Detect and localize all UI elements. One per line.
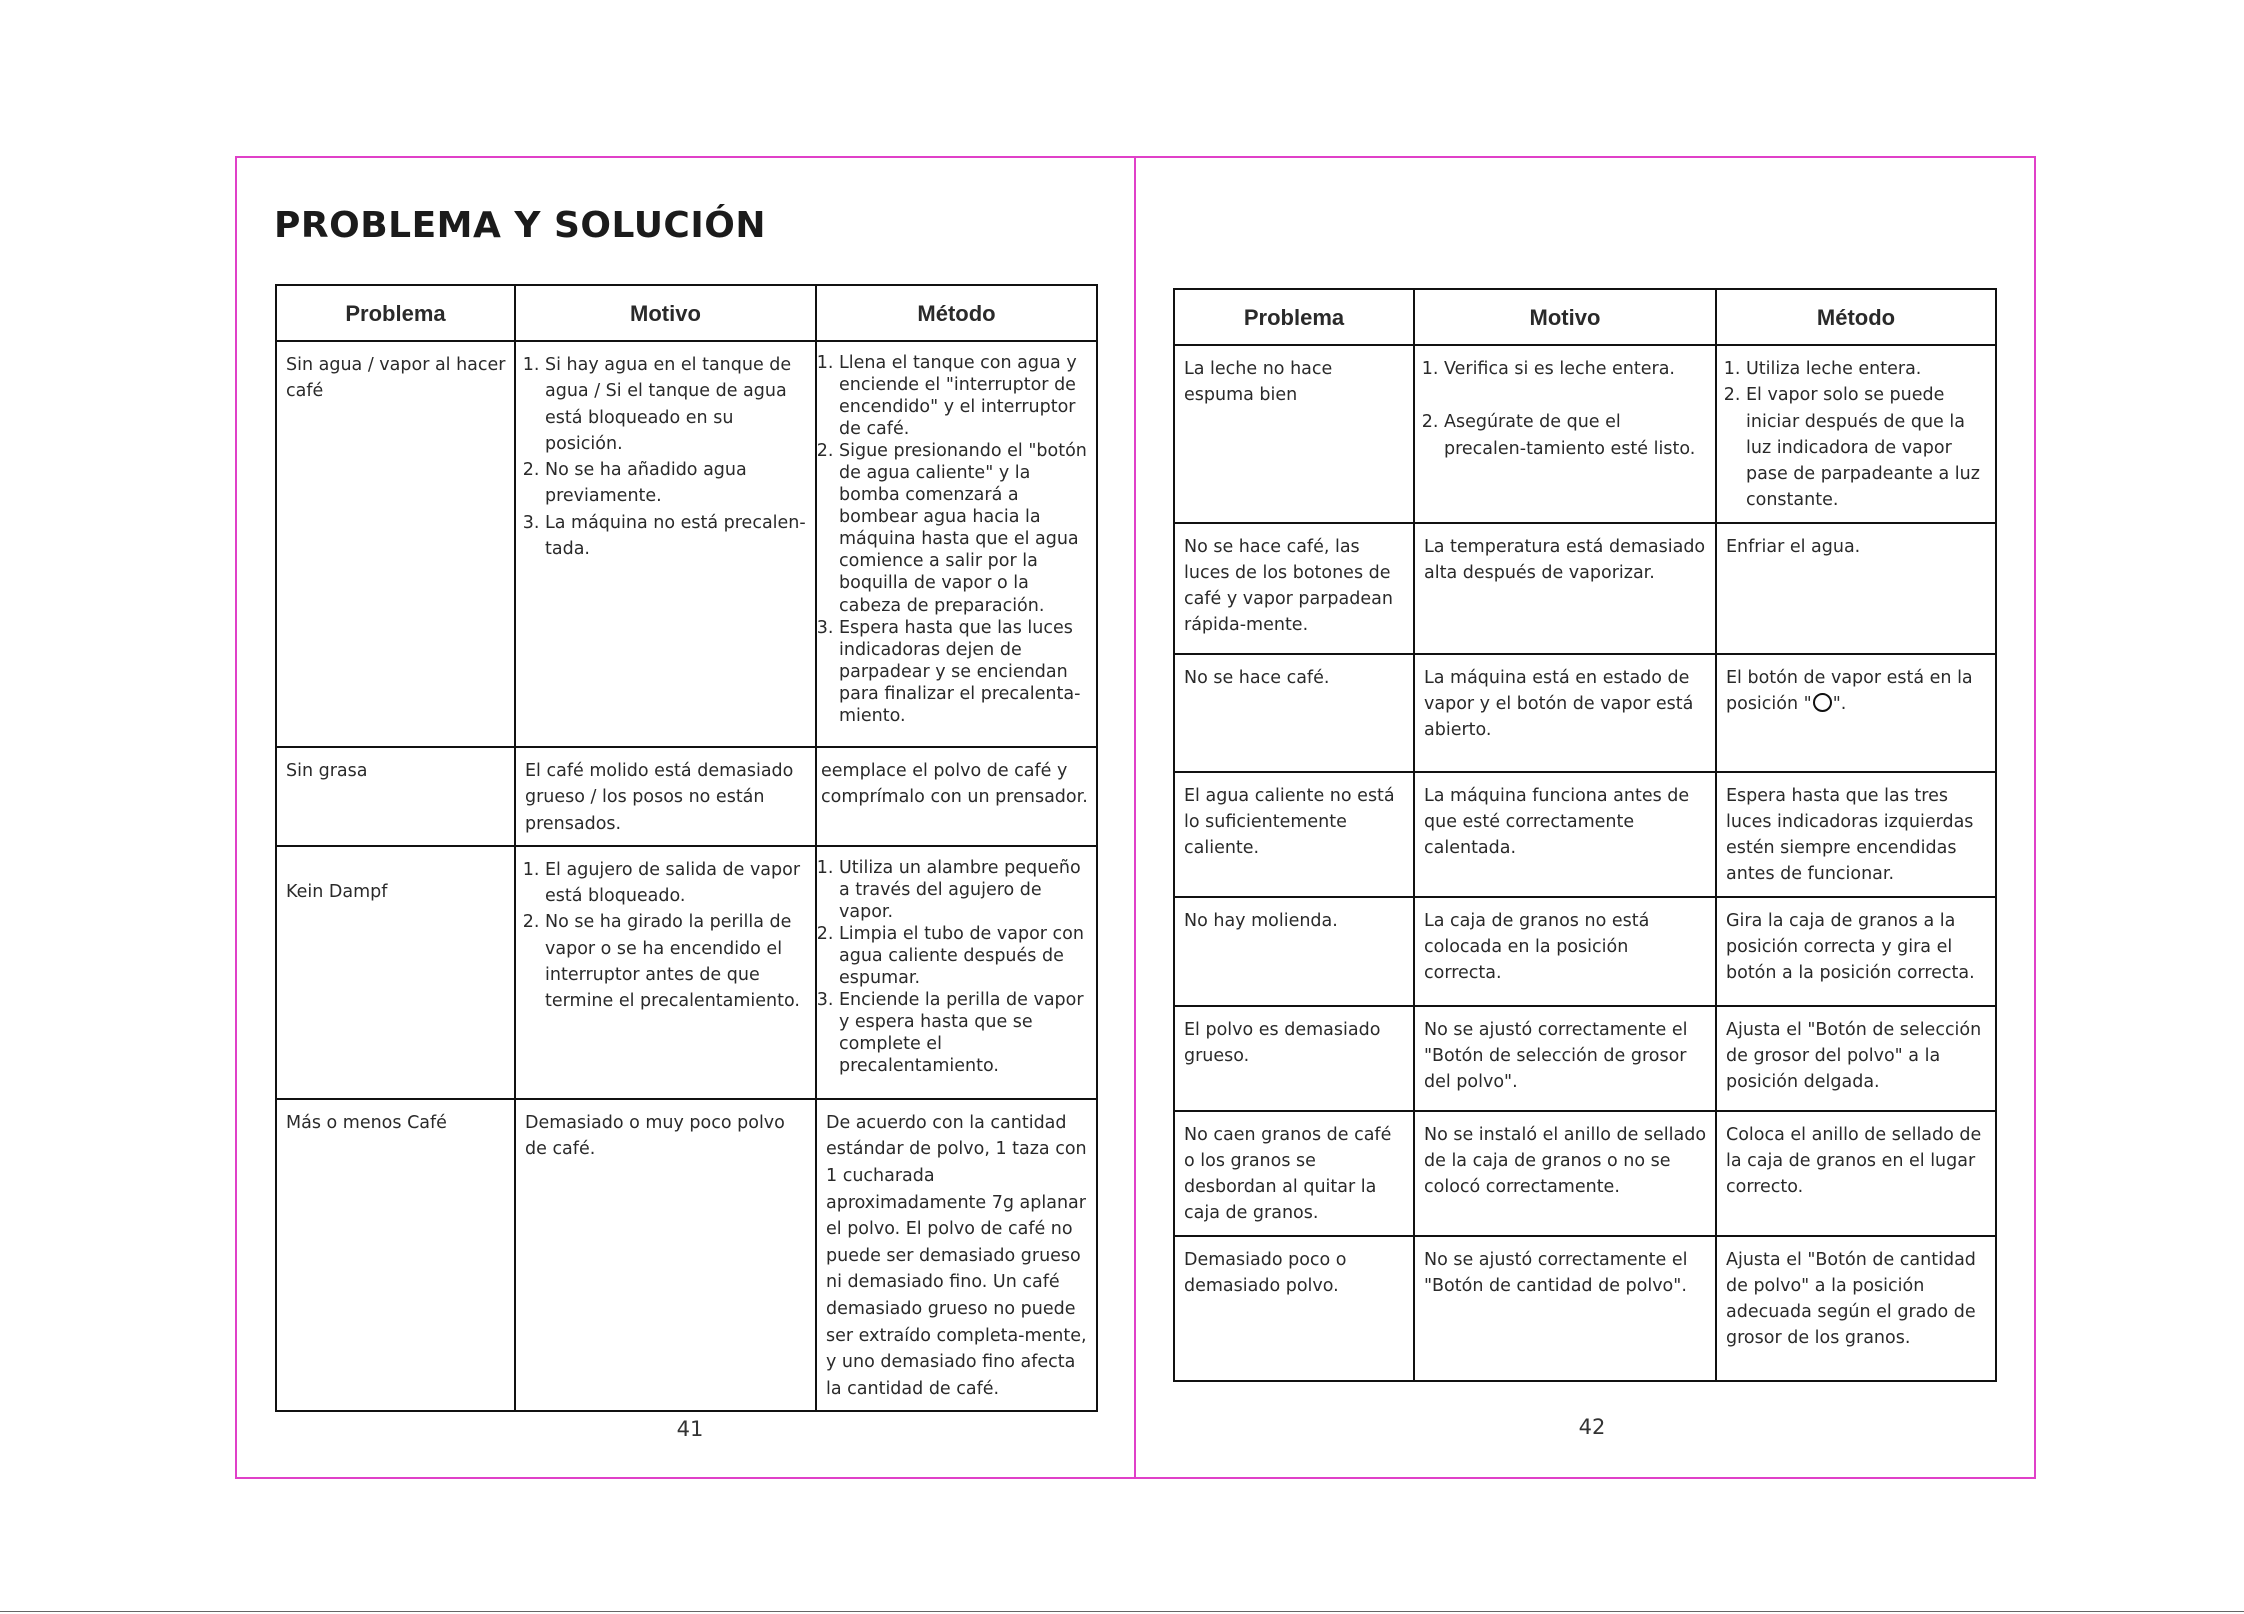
method-cell <box>1716 345 1996 523</box>
list-item: 2. Sigue presionando el "botón de agua caliente" y la bomba comenzará a bombear agua hacia la máquina hasta que el agua comience a salir por la boquilla de vapor o la cabeza de preparación. <box>839 440 1088 616</box>
method-text-suffix: ". <box>1832 693 1847 714</box>
reason-cell: La máquina está en estado de vapor y el botón de vapor está abierto. <box>1414 654 1716 772</box>
method-text-prefix: El botón de vapor está en la posición " <box>1726 667 1973 714</box>
reason-cell: No se ajustó correctamente el "Botón de cantidad de polvo". <box>1414 1236 1716 1381</box>
list-item: 2. No se ha girado la perilla de vapor o se ha encendido el interruptor antes de que termine el precalentamiento. <box>545 909 807 1014</box>
method-cell <box>816 846 1097 1099</box>
table-row <box>276 747 1097 846</box>
page-fold-divider <box>1134 156 1136 1479</box>
problem-cell: No hay molienda. <box>1174 897 1414 1006</box>
method-cell: Enfriar el agua. <box>1716 523 1996 654</box>
method-cell: De acuerdo con la cantidad estándar de polvo, 1 taza con 1 cucharada aproximadamente 7g aplanar el polvo. El polvo de café no puede ser demasiado grueso ni demasiado fino. Un café demasiado grueso no puede ser extraído completa-mente, y uno demasiado fino afecta la cantidad de café. <box>816 1099 1097 1412</box>
table-row <box>1174 654 1996 772</box>
problem-cell: No caen granos de café o los granos se desbordan al quitar la caja de granos. <box>1174 1111 1414 1236</box>
table-row <box>276 1099 1097 1412</box>
reason-cell: El café molido está demasiado grueso / los posos no están prensados. <box>515 747 816 846</box>
bottom-edge-line <box>0 1611 2244 1612</box>
list-item: 3. Espera hasta que las luces indicadoras dejen de parpadear y se enciendan para finalizar el precalenta-miento. <box>839 617 1088 727</box>
problem-cell: Sin agua / vapor al hacer café <box>276 341 515 747</box>
table-row <box>1174 345 1996 523</box>
reason-cell: Demasiado o muy poco polvo de café. <box>515 1099 816 1412</box>
troubleshooting-table-right <box>1173 288 1997 1382</box>
header-problema: Problema <box>276 285 515 341</box>
page-number-left: 41 <box>676 1417 704 1441</box>
list-item: 1. Utiliza leche entera. <box>1746 356 1987 382</box>
reason-cell <box>515 341 816 747</box>
problem-cell: No se hace café. <box>1174 654 1414 772</box>
method-cell: Ajusta el "Botón de cantidad de polvo" a la posición adecuada según el grado de grosor de los granos. <box>1716 1236 1996 1381</box>
method-cell: Espera hasta que las tres luces indicadoras izquierdas estén siempre encendidas antes de funcionar. <box>1716 772 1996 897</box>
list-item: 3. Enciende la perilla de vapor y espera hasta que se complete el precalentamiento. <box>839 989 1088 1077</box>
method-cell: eemplace el polvo de café y comprímalo con un prensador. <box>816 747 1097 846</box>
method-cell: Ajusta el "Botón de selección de grosor del polvo" a la posición delgada. <box>1716 1006 1996 1111</box>
header-motivo: Motivo <box>515 285 816 341</box>
problem-cell: El polvo es demasiado grueso. <box>1174 1006 1414 1111</box>
header-metodo: Método <box>816 285 1097 341</box>
problem-cell: Sin grasa <box>276 747 515 846</box>
list-item: 2. No se ha añadido agua previamente. <box>545 457 807 510</box>
table-row <box>1174 897 1996 1006</box>
table-row <box>1174 1111 1996 1236</box>
problem-cell: La leche no hace espuma bien <box>1174 345 1414 523</box>
list-item: 1. Verifica si es leche entera. <box>1444 356 1707 382</box>
header-problema: Problema <box>1174 289 1414 345</box>
reason-cell <box>1414 345 1716 523</box>
table-row <box>1174 523 1996 654</box>
problem-cell: No se hace café, las luces de los botones de café y vapor parpadean rápida-mente. <box>1174 523 1414 654</box>
problem-cell: Demasiado poco o demasiado polvo. <box>1174 1236 1414 1381</box>
list-item: 3. La máquina no está precalen-tada. <box>545 510 807 563</box>
header-motivo: Motivo <box>1414 289 1716 345</box>
page-title: PROBLEMA Y SOLUCIÓN <box>274 205 766 246</box>
reason-cell: No se instaló el anillo de sellado de la caja de granos o no se colocó correctamente. <box>1414 1111 1716 1236</box>
method-cell: Coloca el anillo de sellado de la caja de granos en el lugar correcto. <box>1716 1111 1996 1236</box>
troubleshooting-table-left <box>275 284 1098 1412</box>
reason-cell: La temperatura está demasiado alta después de vaporizar. <box>1414 523 1716 654</box>
problem-cell: Más o menos Café <box>276 1099 515 1412</box>
table-row <box>1174 772 1996 897</box>
list-item: 2. Asegúrate de que el precalen-tamiento esté listo. <box>1444 409 1707 462</box>
table-row <box>276 341 1097 747</box>
table-row <box>1174 1236 1996 1381</box>
problem-cell: Kein Dampf <box>276 846 515 1099</box>
list-item: 1. Si hay agua en el tanque de agua / Si el tanque de agua está bloqueado en su posición. <box>545 352 807 457</box>
method-cell <box>816 341 1097 747</box>
table-row <box>1174 1006 1996 1111</box>
method-cell: Gira la caja de granos a la posición correcta y gira el botón a la posición correcta. <box>1716 897 1996 1006</box>
list-item: 1. Utiliza un alambre pequeño a través del agujero de vapor. <box>839 857 1088 923</box>
list-item: 1. Llena el tanque con agua y enciende el "interruptor de encendido" y el interruptor de café. <box>839 352 1088 440</box>
list-item: 2. Limpia el tubo de vapor con agua caliente después de espumar. <box>839 923 1088 989</box>
reason-cell: La caja de granos no está colocada en la posición correcta. <box>1414 897 1716 1006</box>
reason-cell: La máquina funciona antes de que esté correctamente calentada. <box>1414 772 1716 897</box>
table-row <box>276 846 1097 1099</box>
reason-cell: No se ajustó correctamente el "Botón de selección de grosor del polvo". <box>1414 1006 1716 1111</box>
list-item: 2. El vapor solo se puede iniciar después de que la luz indicadora de vapor pase de parpadeante a luz constante. <box>1746 382 1987 513</box>
problem-cell: El agua caliente no está lo suficientemente caliente. <box>1174 772 1414 897</box>
reason-cell <box>515 846 816 1099</box>
header-metodo: Método <box>1716 289 1996 345</box>
list-item: 1. El agujero de salida de vapor está bloqueado. <box>545 857 807 910</box>
page-number-right: 42 <box>1578 1415 1606 1439</box>
method-cell <box>1716 654 1996 772</box>
circle-icon <box>1813 693 1832 712</box>
